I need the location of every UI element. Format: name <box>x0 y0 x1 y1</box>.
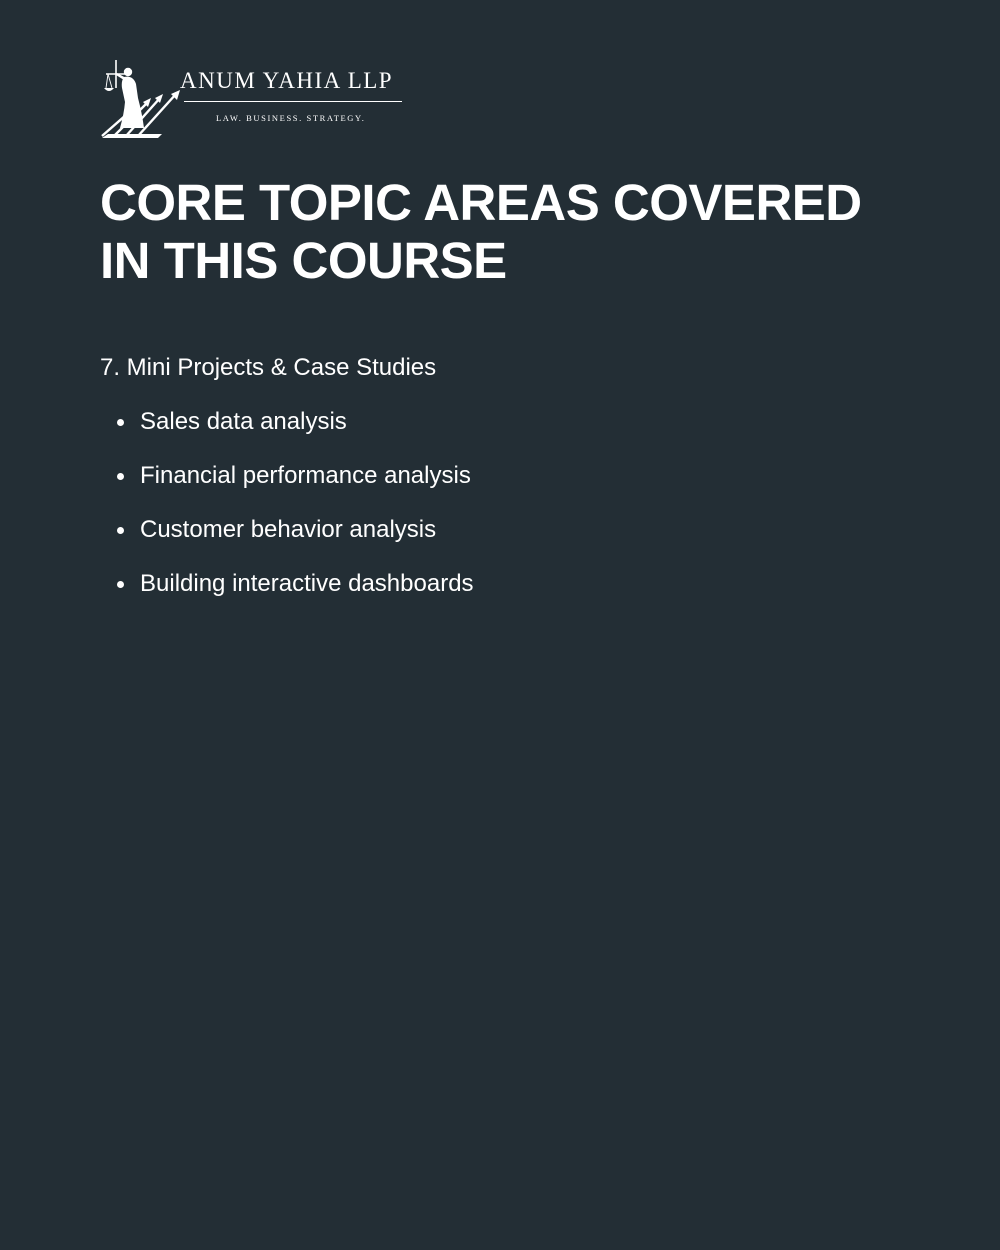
bullet-icon <box>117 473 124 480</box>
list-item-label: Sales data analysis <box>140 408 347 435</box>
list-item-label: Financial performance analysis <box>140 462 471 489</box>
list-item <box>0 461 474 491</box>
brand-logo <box>100 58 410 142</box>
bullet-icon <box>117 419 124 426</box>
brand-name: ANUM YAHIA LLP <box>180 68 394 93</box>
list-item-label: Building interactive dashboards <box>140 570 474 597</box>
list-item <box>0 569 474 599</box>
bullet-icon <box>117 581 124 588</box>
list-item <box>0 515 474 545</box>
list-item <box>0 407 474 437</box>
list-item-label: Customer behavior analysis <box>140 516 437 543</box>
topic-list <box>0 407 474 623</box>
justice-statue-arrows-icon <box>100 58 182 140</box>
brand-divider <box>184 101 402 102</box>
brand-tagline: LAW. BUSINESS. STRATEGY. <box>216 113 366 123</box>
section-title: 7. Mini Projects & Case Studies <box>100 354 437 381</box>
bullet-icon <box>117 527 124 534</box>
page-heading: CORE TOPIC AREAS COVERED IN THIS COURSE <box>100 174 862 289</box>
